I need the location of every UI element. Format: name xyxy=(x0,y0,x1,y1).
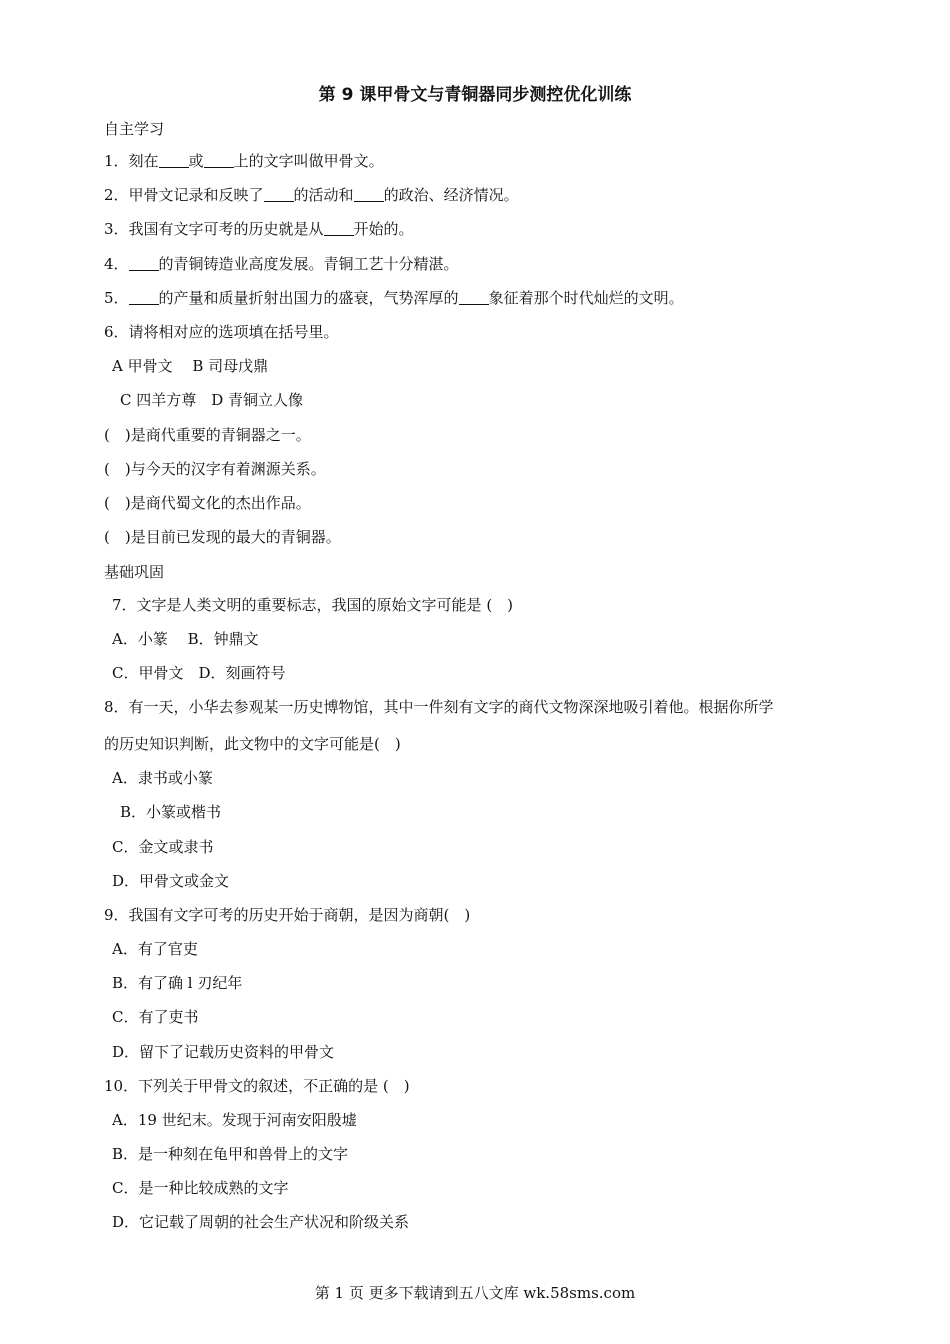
question-10-option-a: A．19 世纪末。发现于河南安阳殷墟 xyxy=(112,1111,357,1129)
question-9-option-a: A．有了官吏 xyxy=(112,940,198,958)
question-9-option-d: D．留下了记载历史资料的甲骨文 xyxy=(112,1043,335,1061)
question-10-option-c: C．是一种比较成熟的文字 xyxy=(112,1179,289,1197)
question-text: 的活动和 xyxy=(293,186,354,204)
question-text: 上的文字叫做甲骨文。 xyxy=(233,152,384,170)
question-8-option-b: B．小篆或楷书 xyxy=(120,803,222,821)
answer-blank xyxy=(459,290,489,305)
question-4 xyxy=(104,253,459,274)
page-footer: 第 1 页 更多下载请到五八文库 wk.58sms.com xyxy=(314,1284,636,1302)
question-5 xyxy=(104,287,684,308)
question-8-stem-line1: 8．有一天，小华去参观某一历史博物馆，其中一件刻有文字的商代文物深深地吸引着他。根据你所学 xyxy=(104,698,774,716)
section-heading-consolidation: 基础巩固 xyxy=(104,563,165,581)
question-2 xyxy=(104,184,519,205)
question-7-options-ab: A．小篆 B．钟鼎文 xyxy=(112,630,259,648)
question-text: 的政治、经济情况。 xyxy=(383,186,519,204)
question-7-options-cd: C．甲骨文 D．刻画符号 xyxy=(112,664,286,682)
question-3 xyxy=(104,218,414,239)
question-text: 开始的。 xyxy=(353,220,414,238)
question-1 xyxy=(104,150,384,171)
question-6-options-cd: C 四羊方尊 D 青铜立人像 xyxy=(120,391,304,409)
answer-blank xyxy=(129,290,159,305)
question-10-option-d: D．它记载了周朝的社会生产状况和阶级关系 xyxy=(112,1213,410,1231)
question-7-stem: 7．文字是人类文明的重要标志，我国的原始文字可能是 ( ) xyxy=(112,596,514,614)
question-8-option-d: D．甲骨文或金文 xyxy=(112,872,230,890)
question-9-stem: 9．我国有文字可考的历史开始于商朝，是因为商朝( ) xyxy=(104,906,471,924)
answer-blank xyxy=(264,187,294,202)
question-10-option-b: B．是一种刻在龟甲和兽骨上的文字 xyxy=(112,1145,349,1163)
question-6-item: ( )与今天的汉字有着渊源关系。 xyxy=(104,460,326,478)
question-9-option-c: C．有了吏书 xyxy=(112,1008,199,1026)
answer-blank xyxy=(324,221,354,236)
answer-blank xyxy=(129,256,159,271)
question-6-stem: 6．请将相对应的选项填在括号里。 xyxy=(104,323,339,341)
question-6-options-ab: A 甲骨文 B 司母戊鼎 xyxy=(112,357,269,375)
question-text: 1．刻在 xyxy=(104,152,159,170)
question-text: 的青铜铸造业高度发展。青铜工艺十分精湛。 xyxy=(158,255,459,273)
question-text: 3．我国有文字可考的历史就是从 xyxy=(104,220,324,238)
answer-blank xyxy=(159,153,189,168)
question-6-item: ( )是商代重要的青铜器之一。 xyxy=(104,426,311,444)
question-8-option-c: C．金文或隶书 xyxy=(112,838,214,856)
question-6-item: ( )是商代蜀文化的杰出作品。 xyxy=(104,494,311,512)
question-text: 象征着那个时代灿烂的文明。 xyxy=(488,289,684,307)
question-8-option-a: A．隶书或小篆 xyxy=(112,769,213,787)
question-text: 4． xyxy=(104,255,129,273)
question-text: 2．甲骨文记录和反映了 xyxy=(104,186,264,204)
question-8-stem-line2: 的历史知识判断，此文物中的文字可能是( ) xyxy=(104,735,401,753)
question-6-item: ( )是目前已发现的最大的青铜器。 xyxy=(104,528,341,546)
question-text: 的产量和质量折射出国力的盛衰，气势浑厚的 xyxy=(158,289,459,307)
section-heading-self-study: 自主学习 xyxy=(104,120,165,138)
question-10-stem: 10．下列关于甲骨文的叙述，不正确的是 ( ) xyxy=(104,1077,410,1095)
question-9-option-b: B．有了确 l 刃纪年 xyxy=(112,974,243,992)
question-text: 5． xyxy=(104,289,129,307)
answer-blank xyxy=(204,153,234,168)
answer-blank xyxy=(354,187,384,202)
page-title: 第 9 课甲骨文与青铜器同步测控优化训练 xyxy=(318,85,632,105)
question-text: 或 xyxy=(188,152,204,170)
